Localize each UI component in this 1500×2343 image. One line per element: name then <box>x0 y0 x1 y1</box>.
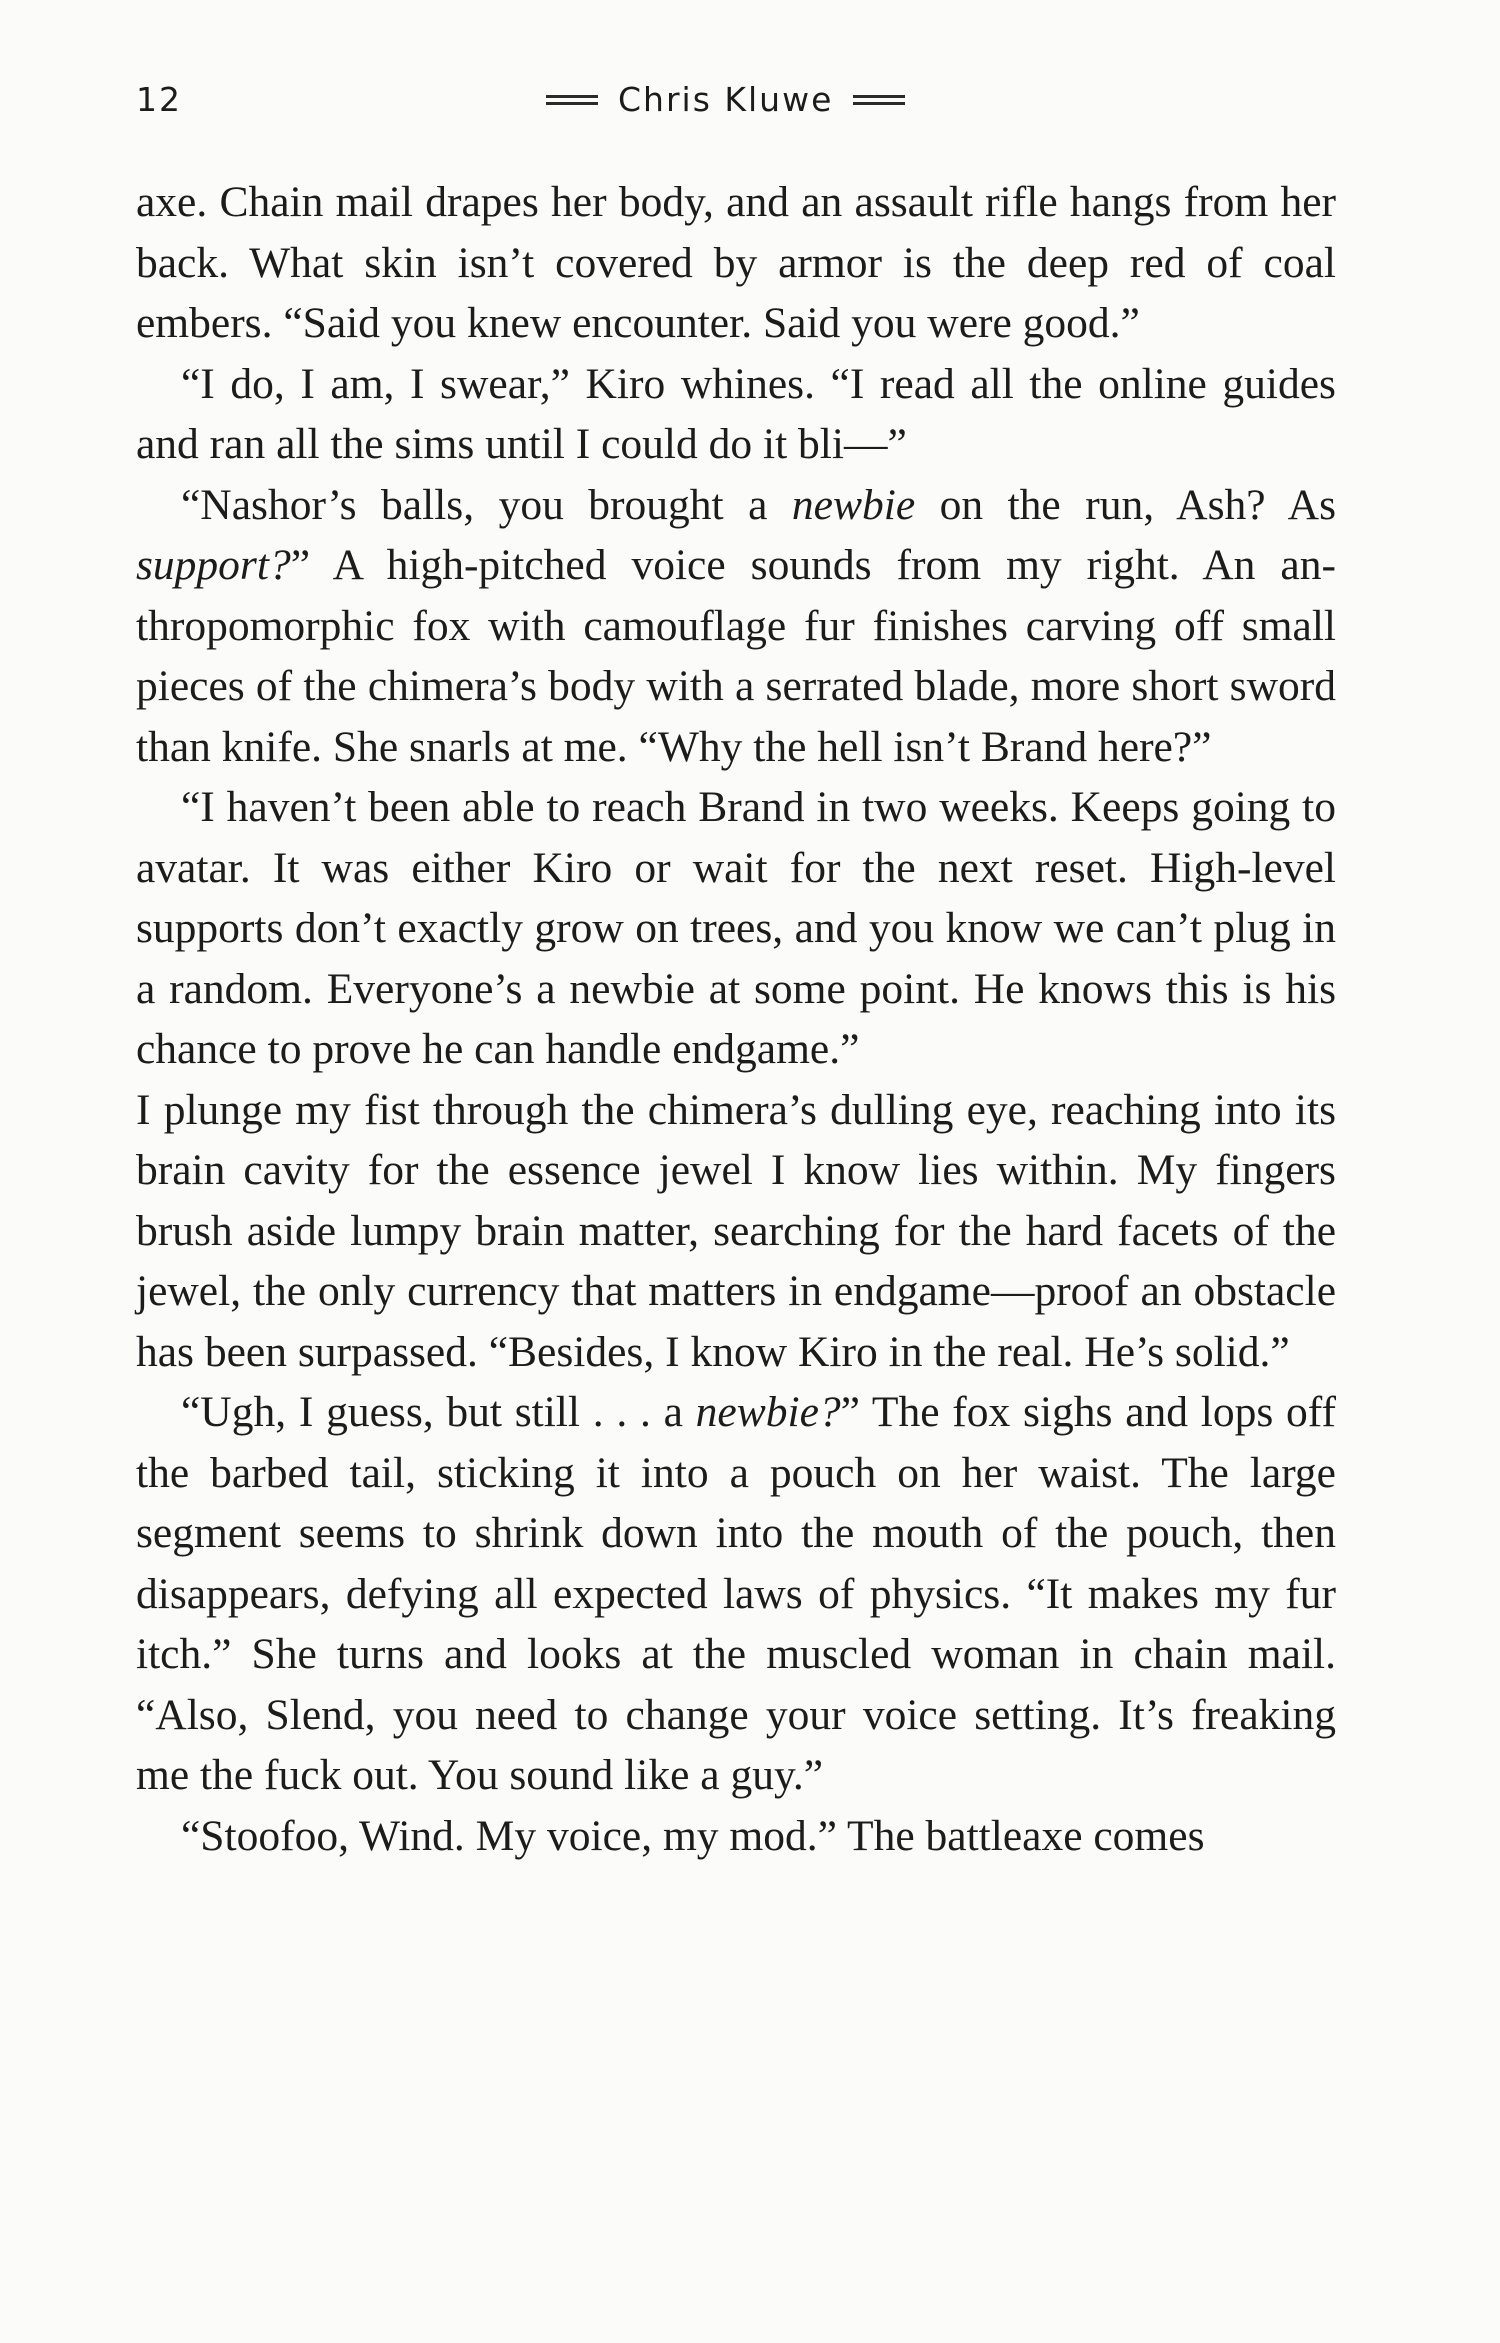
double-rule-left-ornament <box>546 95 598 105</box>
paragraph-3-italic-support: support? <box>136 541 291 589</box>
paragraph-5: I plunge my fist through the chimera’s dulling eye, reaching into its brain cavity for the essence jewel I know lies within. My fingers brush aside lumpy brain matter, searching for the hard facets of the jewel, the only currency that matters in endgame—proof an obstacle has been surpassed. “Besides, I know Kiro in the real. He’s solid.” <box>136 1085 1336 1376</box>
paragraph-3-text-e: ” A high-pitched voice sounds from my right. An anthropomorphic fox with camouflage fur finishes carving off small pieces of the chimera’s body with a serrated blade, more short sword than knife. She snarls at me. “Why the hell isn’t Brand here?” <box>136 541 1336 771</box>
paragraph-2: “I do, I am, I swear,” Kiro whines. “I read all the online guides and ran all the sims until I could do it bli—” <box>136 359 1336 468</box>
paragraph-6-italic-newbie: newbie? <box>695 1388 841 1436</box>
paragraph-7: “Stoofoo, Wind. My voice, my mod.” The battleaxe comes <box>181 1811 1205 1860</box>
page-body <box>136 172 1336 1866</box>
paragraph-1: axe. Chain mail drapes her body, and an assault rifle hangs from her back. What skin isn’t covered by armor is the deep red of coal embers. “Said you knew encounter. Said you were good.” <box>136 178 1336 347</box>
paragraph-6 <box>136 1382 1336 1806</box>
page-number: 12 <box>136 80 182 119</box>
author-name: Chris Kluwe <box>618 80 834 119</box>
paragraph-4: “I haven’t been able to reach Brand in two weeks. Keeps going to avatar. It was either Kiro or wait for the next reset. High-level supports don’t exactly grow on trees, and you know we can’t plug in a random. Everyone’s a newbie at some point. He knows this is his chance to prove he can handle endgame.” <box>136 783 1336 1073</box>
paragraph-3-italic-newbie: newbie <box>791 480 916 529</box>
paragraph-6-text-a: “Ugh, I guess, but still . . . a <box>181 1388 696 1436</box>
paragraph-3-text-c: on the run, Ash? As <box>915 480 1336 529</box>
double-rule-right-ornament <box>853 95 905 105</box>
running-title <box>546 80 905 119</box>
running-head <box>136 80 1336 132</box>
paragraph-3-text-a: “Nashor’s balls, you brought a <box>181 480 792 529</box>
paragraph-6-text-c: ” The fox sighs and lops off the barbed tail, sticking it into a pouch on her waist. The large segment seems to shrink down into the mouth of the pouch, then disappears, defying all expected laws of physics. “It makes my fur itch.” She turns and looks at the muscled woman in chain mail. “Also, Slend, you need to change your voice setting. It’s freaking me the fuck out. You sound like a guy.” <box>136 1388 1336 1799</box>
paragraph-3 <box>136 475 1336 778</box>
